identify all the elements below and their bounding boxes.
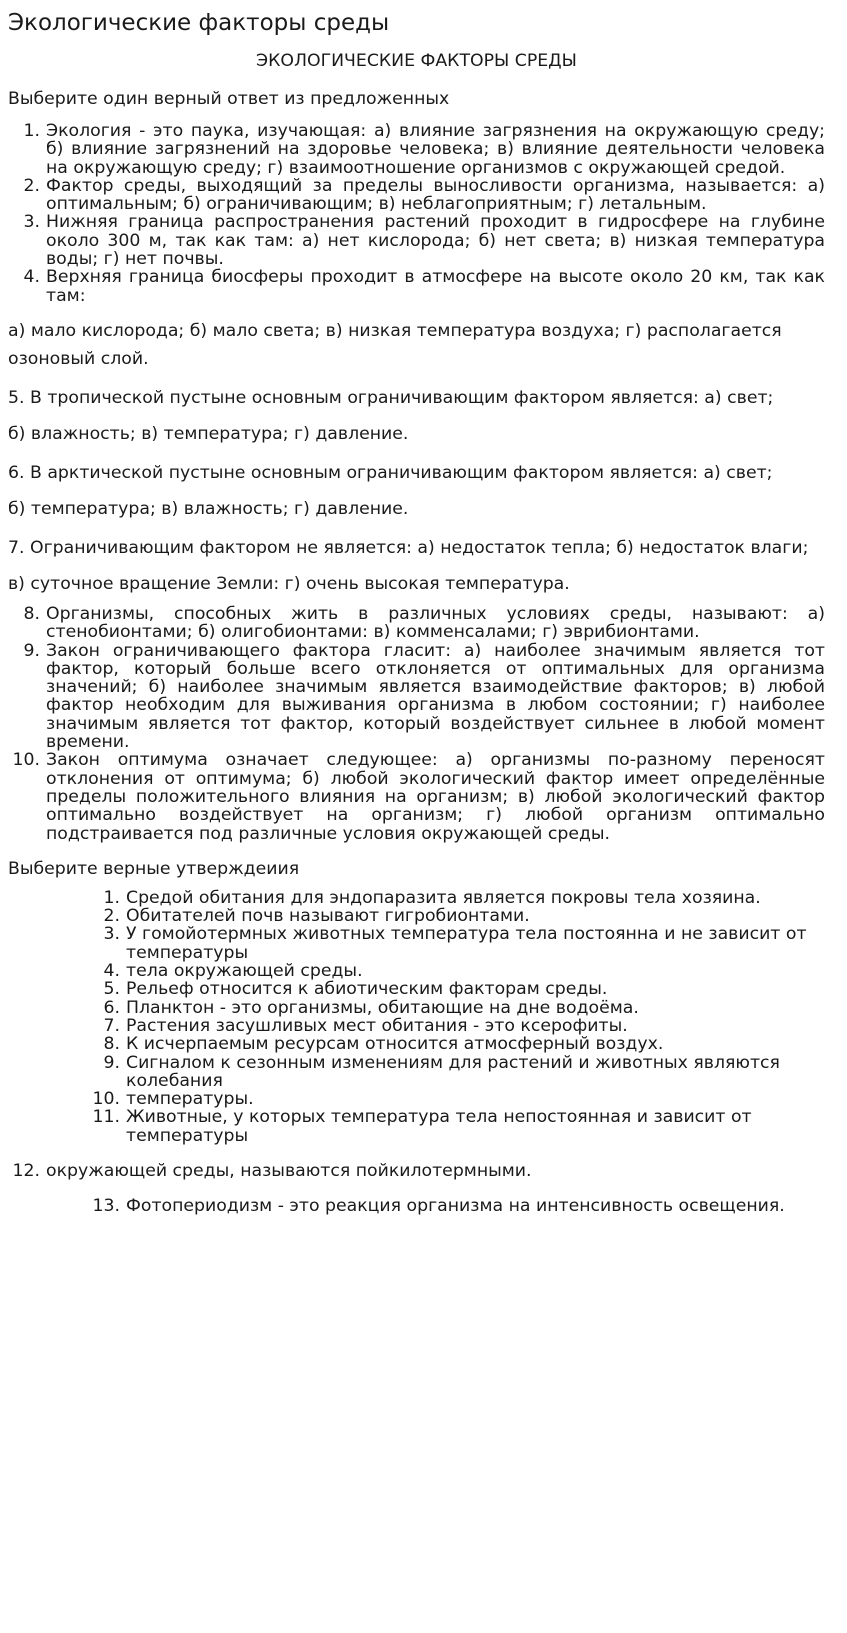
item-text: окружающей среды, называются пойкилотермными. xyxy=(46,1160,532,1181)
list-item xyxy=(8,1197,825,1215)
statements-list-cont xyxy=(8,1197,825,1215)
question-7: 7. Ограничивающим фактором не является: а) недостаток тепла; б) недостаток влаги; xyxy=(8,537,809,558)
questions-list-1 xyxy=(8,122,825,305)
item-text: тела окружающей среды. xyxy=(126,961,363,982)
questions-list-2 xyxy=(8,605,825,843)
list-item xyxy=(8,889,825,907)
item-text: Верхняя граница биосферы проходит в атмосфере на высоте около 20 км, так как там: xyxy=(46,267,825,306)
item-text: У гомойотермных животных температура тела постоянна и не зависит от температуры xyxy=(126,924,807,963)
item-number: 13. xyxy=(92,1195,120,1216)
item-text: Закон оптимума означает следующее: а) организмы по-разному переносят отклонения от оптимума; б) любой экологический фактор имеет определённые пределы положительного влияния на организм; в) любой экологический фактор оптимально воздействует на организм; г) любой организм оптимально подстраивается под различные условия окружающей среды. xyxy=(46,750,825,844)
item-text: Обитателей почв называют гигробионтами. xyxy=(126,906,530,927)
question-6-options: б) температура; в) влажность; г) давление. xyxy=(8,499,409,520)
instruction-true-statements: Выберите верные утверждеиия xyxy=(8,858,300,879)
list-item xyxy=(8,999,825,1017)
list-item xyxy=(8,268,825,305)
item-number: 2. xyxy=(103,906,120,927)
list-item xyxy=(8,751,825,842)
item-text: Закон ограничивающего фактора гласит: а) наиболее значимым является тот фактор, который больше всего отклоняется от оптимальных для организма значений; б) наиболее значимым является взаимодействие факторов; в) любой фактор необходим для выживания организма в любом состоянии; г) наиболее значимым является тот фактор, который воздействует сильнее в любой момент времени. xyxy=(46,640,825,753)
item-text: Фактор среды, выходящий за пределы выносливости организма, называется: а) оптимальным; б) ограничивающим; в) неблагоприятным; г) летальным. xyxy=(46,175,825,215)
item-number: 9. xyxy=(23,640,40,661)
item-text: Нижняя граница распространения растений проходит в гидросфере на глубине около 300 м, так как там: а) нет кислорода; б) нет света; в) низкая температура воды; г) нет почвы. xyxy=(46,212,825,270)
list-item xyxy=(8,122,825,177)
document-title: Экологические факторы среды xyxy=(8,10,390,36)
item-text: температуры. xyxy=(126,1089,254,1110)
item-text: Сигналом к сезонным изменениям для растений и животных являются колебания xyxy=(126,1052,780,1091)
item-number: 10. xyxy=(12,750,40,771)
item-number: 1. xyxy=(103,887,120,908)
item-number: 7. xyxy=(103,1015,120,1036)
item-number: 3. xyxy=(23,212,40,233)
item-number: 5. xyxy=(103,979,120,1000)
item-text: Средой обитания для эндопаразита является покровы тела хозяина. xyxy=(126,887,761,908)
item-number: 4. xyxy=(103,961,120,982)
item-text: Экология - это паука, изучающая: а) влияние загрязнения на окружающую среду; б) влияние загрязнений на здоровье человека; в) влияние деятельности человека на окружающую среду; г) взаимоотношение организмов с окружающей средой. xyxy=(46,121,825,178)
list-item xyxy=(8,1159,825,1183)
item-number: 9. xyxy=(103,1052,120,1073)
list-item xyxy=(8,962,825,980)
item-number: 6. xyxy=(103,997,120,1018)
item-number: 3. xyxy=(103,924,120,945)
list-item xyxy=(8,1108,825,1145)
question-5: 5. В тропической пустыне основным ограничивающим фактором является: а) свет; xyxy=(8,387,774,408)
list-item xyxy=(8,907,825,925)
section-heading: ЭКОЛОГИЧЕСКИЕ ФАКТОРЫ СРЕДЫ xyxy=(256,51,577,71)
list-item xyxy=(8,1017,825,1035)
item-number: 4. xyxy=(23,267,40,288)
item-text: Фотопериодизм - это реакция организма на интенсивность освещения. xyxy=(126,1195,785,1216)
item-text: Организмы, способных жить в различных условиях среды, называют: а) стенобионтами; б) олигобионтами: в) комменсалами; г) эврибионтами. xyxy=(46,603,825,643)
item-text: Планктон - это организмы, обитающие на дне водоёма. xyxy=(126,997,639,1018)
question-6: 6. В арктической пустыне основным ограничивающим фактором является: а) свет; xyxy=(8,462,773,483)
list-item xyxy=(8,1090,825,1108)
question-4-options-cont: озоновый слой. xyxy=(8,349,149,370)
list-item xyxy=(8,605,825,642)
item-text: Растения засушливых мест обитания - это ксерофиты. xyxy=(126,1015,628,1036)
item-number: 8. xyxy=(103,1034,120,1055)
list-item xyxy=(8,1035,825,1053)
question-4-options: а) мало кислорода; б) мало света; в) низкая температура воздуха; г) располагается xyxy=(8,320,782,341)
statements-list xyxy=(8,889,825,1145)
list-item xyxy=(8,980,825,998)
item-number: 11. xyxy=(92,1107,120,1128)
question-7-options: в) суточное вращение Земли: г) очень высокая температура. xyxy=(8,574,570,595)
list-item xyxy=(8,213,825,268)
list-item xyxy=(8,642,825,752)
item-text: К исчерпаемым ресурсам относится атмосферный воздух. xyxy=(126,1034,664,1055)
instruction-single-answer: Выберите один верный ответ из предложенных xyxy=(8,89,450,109)
item-number: 12. xyxy=(12,1160,40,1181)
item-number: 2. xyxy=(23,175,40,196)
list-item xyxy=(8,1054,825,1091)
item-text: Рельеф относится к абиотическим факторам среды. xyxy=(126,979,608,1000)
item-number: 1. xyxy=(23,121,40,141)
item-text: Животные, у которых температура тела непостоянная и зависит от температуры xyxy=(126,1107,752,1146)
list-item xyxy=(8,925,825,962)
item-number: 10. xyxy=(92,1089,120,1110)
item-number: 8. xyxy=(23,603,40,624)
list-item xyxy=(8,177,825,214)
question-5-options: б) влажность; в) температура; г) давление. xyxy=(8,424,409,445)
